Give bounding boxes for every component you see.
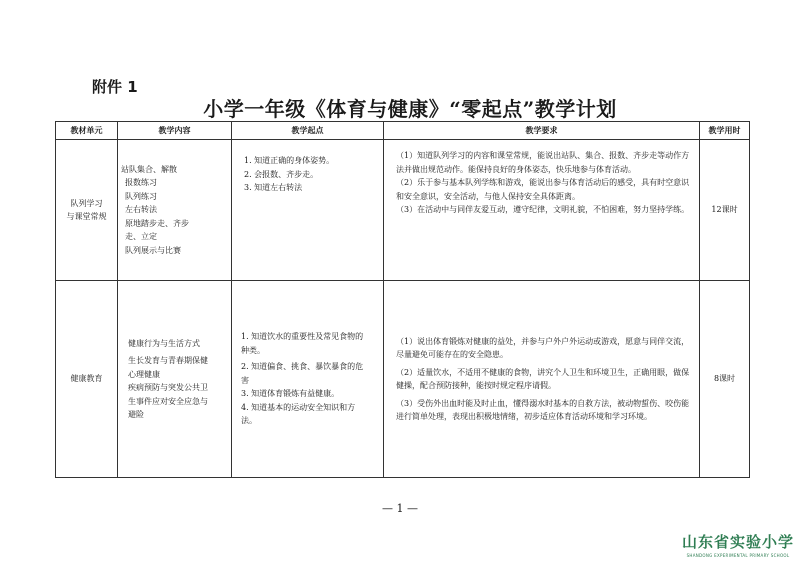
header-hours: 教学用时 bbox=[700, 122, 750, 140]
content-line: 原地踏步走、齐步 bbox=[125, 218, 189, 228]
cell-hours: 8课时 bbox=[700, 281, 750, 478]
cell-unit bbox=[56, 281, 118, 478]
cell-content bbox=[118, 140, 232, 281]
requirement-item: （1）说出体育锻炼对健康的益处，并参与户外户外运动或游戏，愿意与同伴交流，尽量避免可能存在的安全隐患。 bbox=[396, 336, 690, 359]
start-line: 4. 知道基本的运动安全知识和方法。 bbox=[241, 402, 356, 426]
requirement-item: （1）知道队列学习的内容和课堂常规，能说出站队、集合、报数、齐步走等动作方法并做出规范动作。能保持良好的身体姿态，快乐地参与体育活动。 bbox=[396, 151, 690, 174]
content-line: 站队集合、解散 bbox=[121, 164, 177, 174]
start-line: 3. 知道左右转法 bbox=[244, 183, 303, 192]
start-line: 3. 知道体育锻炼有益健康。 bbox=[241, 389, 340, 399]
unit-line: 与课堂常规 bbox=[66, 212, 107, 221]
content-line: 队列展示与比赛 bbox=[125, 245, 181, 255]
start-line: 1. 知道饮水的重要性及常见食物的种类。 bbox=[241, 332, 364, 355]
content-line: 生事件应对安全应急与 bbox=[128, 396, 208, 406]
cell-requirements bbox=[384, 140, 700, 281]
cell-hours: 12课时 bbox=[700, 140, 750, 281]
content-line: 心理健康 bbox=[128, 369, 160, 379]
school-logo-subtitle: SHANDONG EXPERIMENTAL PRIMARY SCHOOL bbox=[686, 553, 790, 558]
content-line: 报数练习 bbox=[125, 178, 157, 188]
requirement-item: （2）乐于参与基本队列学练和游戏，能说出参与体育活动后的感受，具有时空意识和安全意识，安全活动，与他人保持安全具体距离。 bbox=[396, 178, 690, 201]
unit-line: 健康教育 bbox=[70, 374, 103, 384]
cell-content bbox=[118, 281, 232, 478]
header-content: 教学内容 bbox=[118, 122, 232, 140]
start-line: 2. 知道偏食、挑食、暴饮暴食的危害 bbox=[241, 362, 364, 385]
header-requirements: 教学要求 bbox=[384, 122, 700, 140]
table-row bbox=[56, 281, 750, 478]
header-start: 教学起点 bbox=[232, 122, 384, 140]
requirement-item: （3）受伤外出血时能及时止血，懂得溺水时基本的自救方法，被动物蜇伤、咬伤能进行简单处理，表现出积极地情绪，初步适应体育活动环境和学习环境。 bbox=[396, 398, 690, 421]
cell-start bbox=[232, 140, 384, 281]
cell-requirements bbox=[384, 281, 700, 478]
start-line: 1. 知道正确的身体姿势。 bbox=[244, 156, 335, 165]
start-line: 2. 会报数、齐步走。 bbox=[244, 169, 319, 179]
page-title: 小学一年级《体育与健康》“零起点”教学计划 bbox=[203, 97, 617, 121]
requirement-item: （3）在活动中与同伴友爱互动，遵守纪律，文明礼貌，不怕困难，努力坚持学练。 bbox=[396, 205, 690, 214]
content-line: 避险 bbox=[128, 410, 144, 419]
content-line: 队列练习 bbox=[125, 191, 157, 201]
school-logo-name: 山东省实验小学 bbox=[681, 533, 794, 551]
requirement-item: （2）适量饮水，不适用不健康的食物，讲究个人卫生和环境卫生，正确用眼，做保健操，配合预防接种，能按时规定程序请假。 bbox=[396, 367, 690, 390]
page-number: — 1 — bbox=[382, 502, 418, 515]
content-line: 走、立定 bbox=[125, 232, 157, 242]
teaching-plan-table bbox=[55, 121, 750, 478]
unit-line: 队列学习 bbox=[70, 198, 103, 208]
table-row bbox=[56, 140, 750, 281]
attachment-label: 附件 1 bbox=[92, 78, 138, 96]
header-unit: 教材单元 bbox=[56, 122, 118, 140]
content-line: 疾病预防与突发公共卫 bbox=[128, 383, 208, 392]
content-line: 健康行为与生活方式 bbox=[128, 338, 200, 348]
cell-start bbox=[232, 281, 384, 478]
content-line: 左右转法 bbox=[125, 205, 157, 215]
content-line: 生长发育与青春期保健 bbox=[128, 356, 208, 365]
table-header-row bbox=[56, 122, 750, 140]
cell-unit bbox=[56, 140, 118, 281]
school-logo bbox=[682, 531, 794, 558]
